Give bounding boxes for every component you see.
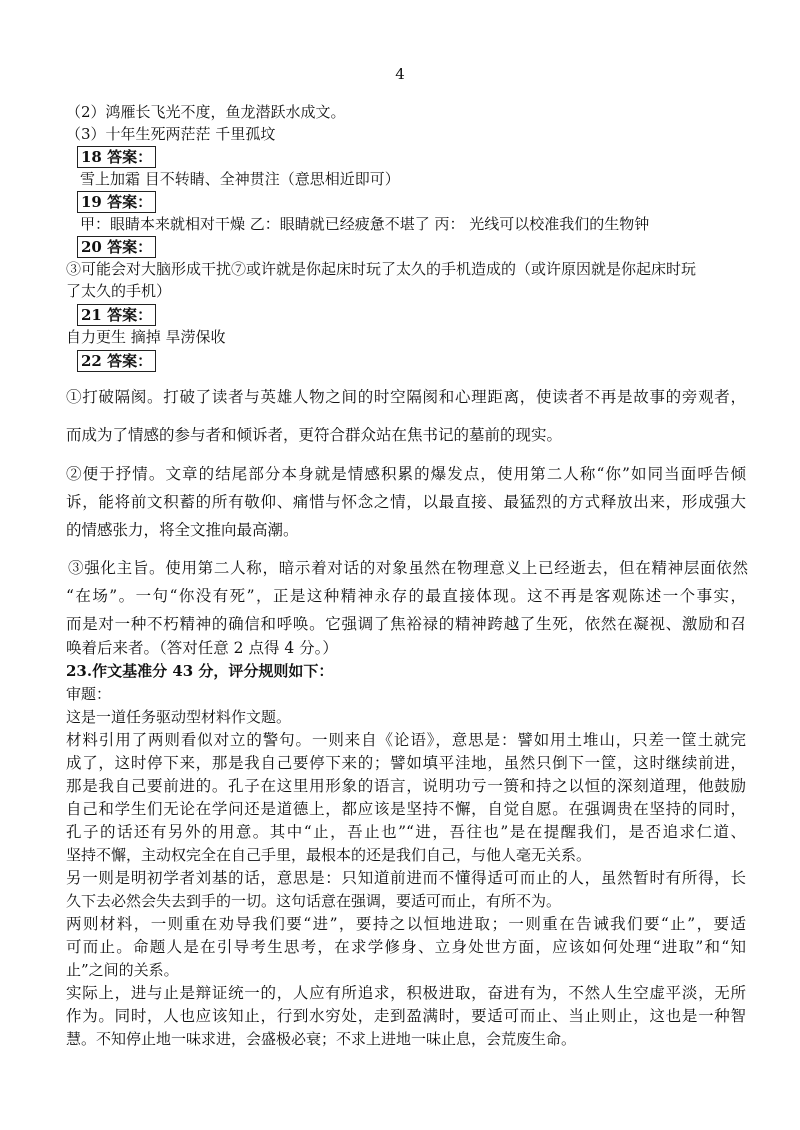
essay-line: 坚持不懈，主动权完全在自己手里，最根本的还是我们自己，与他人毫无关系。 xyxy=(66,846,592,864)
essay-line: 成了，这时停下来，那是我自己要停下来的；譬如填平洼地，虽然只倒下一筐，这时继续前进， xyxy=(66,754,746,772)
answer-label-21: 21 答案： xyxy=(77,304,156,326)
answer-22-p3-line: 唤着后来者。（答对任意 2 点得 4 分。） xyxy=(66,639,338,657)
answer-22-p3-line: “在场”。一句“你没有死”，正是这种精神永存的最直接体现。这不再是客观陈述一个事实， xyxy=(66,587,746,605)
answer-19: 甲：眼睛本来就相对干燥 乙：眼睛就已经疲惫不堪了 丙： 光线可以校准我们的生物钟 xyxy=(80,215,650,233)
essay-line: 久下去必然会失去到手的一切。这句话意在强调，要适可而止，有所不为。 xyxy=(66,892,562,910)
answer-22-p2-line: 诉，能将前文积蓄的所有敬仰、痛惜与怀念之情，以最直接、最猛烈的方式释放出来，形成强大 xyxy=(66,493,746,511)
answer-22-p1-line: 而成为了情感的参与者和倾诉者，更符合群众站在焦书记的墓前的现实。 xyxy=(66,426,563,444)
answer-20-line: 了太久的手机） xyxy=(66,282,172,300)
essay-line: 这是一道任务驱动型材料作文题。 xyxy=(66,708,292,726)
essay-line: 慧。不知停止地一味求进，会盛极必衰；不求上进地一味止息，会荒废生命。 xyxy=(66,1030,577,1048)
answer-22-p2-line: ②便于抒情。文章的结尾部分本身就是情感积累的爆发点，使用第二人称“你”如同当面呼告倾 xyxy=(66,465,746,483)
essay-title: 23.作文基准分 43 分，评分规则如下： xyxy=(66,662,334,680)
essay-line: 止”之间的关系。 xyxy=(66,961,179,979)
answer-20-line: ③可能会对大脑形成干扰⑦或许就是你起床时玩了太久的手机造成的（或许原因就是你起床时玩 xyxy=(66,260,697,278)
answer-label-19: 19 答案： xyxy=(77,191,156,213)
essay-line: 自己和学生们无论在学问还是道德上，都应该是坚持不懈，自觉自愿。在强调贵在坚持的同时， xyxy=(66,800,746,818)
essay-line: 可而止。命题人是在引导考生思考，在求学修身、立身处世方面，应该如何处理“进取”和“知 xyxy=(66,938,746,956)
essay-line: 那是我自己要前进的。孔子在这里用形象的语言，说明功亏一篑和持之以恒的深刻道理，他鼓励 xyxy=(66,777,746,795)
answer-22-p1-line: ①打破隔阂。打破了读者与英雄人物之间的时空隔阂和心理距离，使读者不再是故事的旁观者， xyxy=(66,388,746,406)
essay-line: 两则材料，一则重在劝导我们要“进”，要持之以恒地进取；一则重在告诫我们要“止”，要适 xyxy=(66,915,746,933)
answer-22-p2-line: 的情感张力，将全文推向最高潮。 xyxy=(66,521,299,539)
essay-line: 材料引用了两则看似对立的警句。一则来自《论语》，意思是：譬如用土堆山，只差一筐土就完 xyxy=(66,731,746,749)
answer-line-3: （3）十年生死两茫茫 千里孤坟 xyxy=(66,125,276,143)
essay-line: 作为。同时，人也应该知止，行到水穷处，走到盈满时，要适可而止、当止则止，这也是一种智 xyxy=(66,1007,746,1025)
answer-21: 自力更生 摘掉 旱涝保收 xyxy=(66,328,226,346)
answer-18: 雪上加霜 目不转睛、全神贯注（意思相近即可） xyxy=(80,170,400,188)
essay-line: 审题： xyxy=(66,685,112,703)
essay-line: 实际上，进与止是辩证统一的，人应有所追求，积极进取，奋进有为，不然人生空虚平淡，无所 xyxy=(66,984,746,1002)
page-number: 4 xyxy=(395,65,405,83)
answer-label-20: 20 答案： xyxy=(77,236,156,258)
answer-line-2: （2）鸿雁长飞光不度，鱼龙潜跃水成文。 xyxy=(66,103,346,121)
answer-label-18: 18 答案： xyxy=(77,146,156,168)
answer-22-p3-line: 而是对一种不朽精神的确信和呼唤。它强调了焦裕禄的精神跨越了生死，依然在凝视、激励和召 xyxy=(66,615,746,633)
essay-line: 另一则是明初学者刘基的话，意思是：只知道前进而不懂得适可而止的人，虽然暂时有所得，长 xyxy=(66,869,746,887)
essay-line: 孔子的话还有另外的用意。其中“止，吾止也”“进，吾往也”是在提醒我们，是否追求仁道、 xyxy=(66,823,746,841)
answer-22-p3-line: ③强化主旨。使用第二人称，暗示着对话的对象虽然在物理意义上已经逝去，但在精神层面依然 xyxy=(68,559,748,577)
answer-label-22: 22 答案： xyxy=(77,350,156,372)
